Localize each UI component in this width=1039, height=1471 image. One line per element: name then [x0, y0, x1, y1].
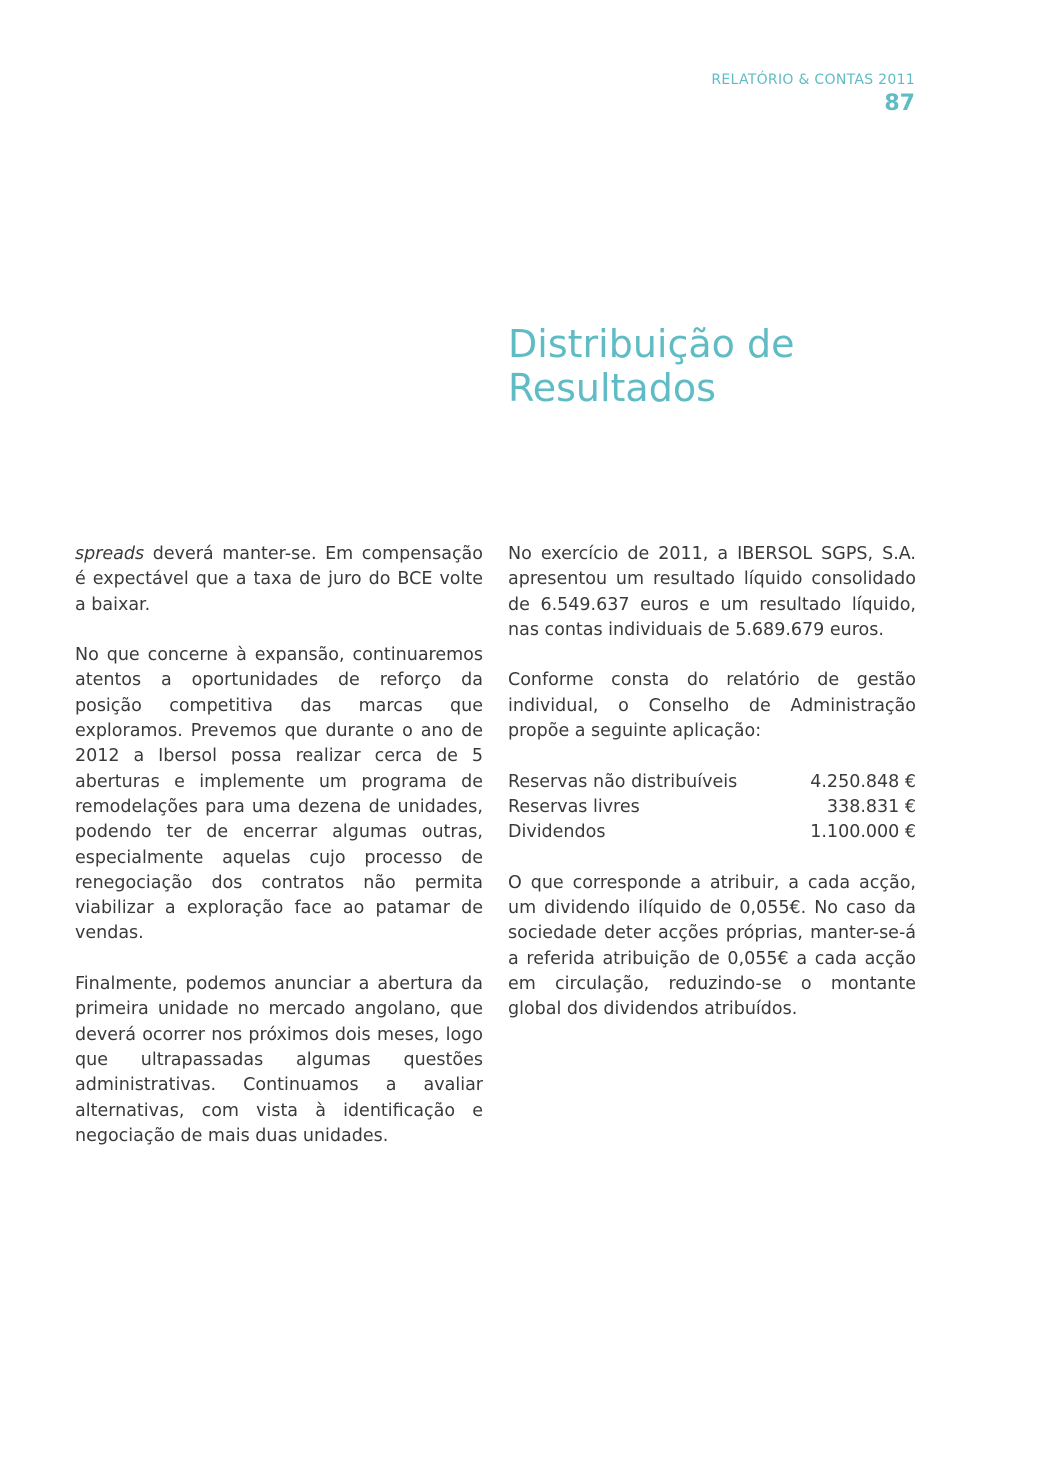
allocation-amount: 338.831 €	[826, 796, 916, 817]
allocation-table	[508, 770, 916, 846]
section-title	[508, 322, 928, 410]
page-number: 87	[884, 91, 915, 116]
right-paragraph-1: No exercício de 2011, a IBERSOL SGPS, S.A. apresentou um resultado líquido consolidado de 6.549.637 euros e um resultado líquido, nas contas individuais de 5.689.679 euros.	[508, 544, 916, 640]
allocation-amount: 4.250.848 €	[810, 771, 916, 792]
right-paragraph-2: Conforme consta do relatório de gestão individual, o Conselho de Administração propõe a seguinte aplicação:	[508, 670, 916, 742]
left-column	[75, 542, 483, 1174]
allocation-label: Dividendos	[508, 822, 606, 843]
right-paragraph-3: O que corresponde a atribuir, a cada acção, um dividendo ilíquido de 0,055€. No caso da sociedade deter acções próprias, manter-se-á a referida atribuição de 0,055€ a cada acção em circulação, reduzindo-se o montante global dos dividendos atribuídos.	[508, 872, 916, 1020]
left-paragraph-1-text: deverá manter-se. Em compensação é expectável que a taxa de juro do BCE volte a baixar.	[75, 544, 483, 615]
left-paragraph-1	[75, 542, 483, 618]
page-header	[711, 70, 915, 118]
table-row	[508, 820, 916, 845]
report-title: RELATÓRIO & CONTAS 2011	[711, 72, 915, 88]
table-row	[508, 795, 916, 820]
left-paragraph-3: Finalmente, podemos anunciar a abertura da primeira unidade no mercado angolano, que deverá ocorrer nos próximos dois meses, logo que ultrapassadas algumas questões administrativas. Continuamos a avaliar alternativas, com vista à identificação e negociação de mais duas unidades.	[75, 974, 483, 1146]
right-column	[508, 542, 916, 1048]
section-title-line-2: Resultados	[508, 366, 716, 410]
table-row	[508, 770, 916, 795]
section-title-line-1: Distribuição de	[508, 322, 795, 366]
allocation-label: Reservas não distribuíveis	[508, 771, 738, 792]
left-paragraph-2: No que concerne à expansão, continuaremos atentos a oportunidades de reforço da posição competitiva das marcas que exploramos. Prevemos que durante o ano de 2012 a Ibersol possa realizar cerca de 5 aberturas e implemente um programa de remodelações para uma dezena de unidades, podendo ter de encerrar algumas outras, especialmente aquelas cujo processo de renegociação dos contratos não permita viabilizar a exploração face ao patamar de vendas.	[75, 645, 483, 944]
allocation-amount: 1.100.000 €	[810, 822, 916, 843]
italic-term: spreads	[75, 544, 145, 564]
allocation-label: Reservas livres	[508, 796, 640, 817]
